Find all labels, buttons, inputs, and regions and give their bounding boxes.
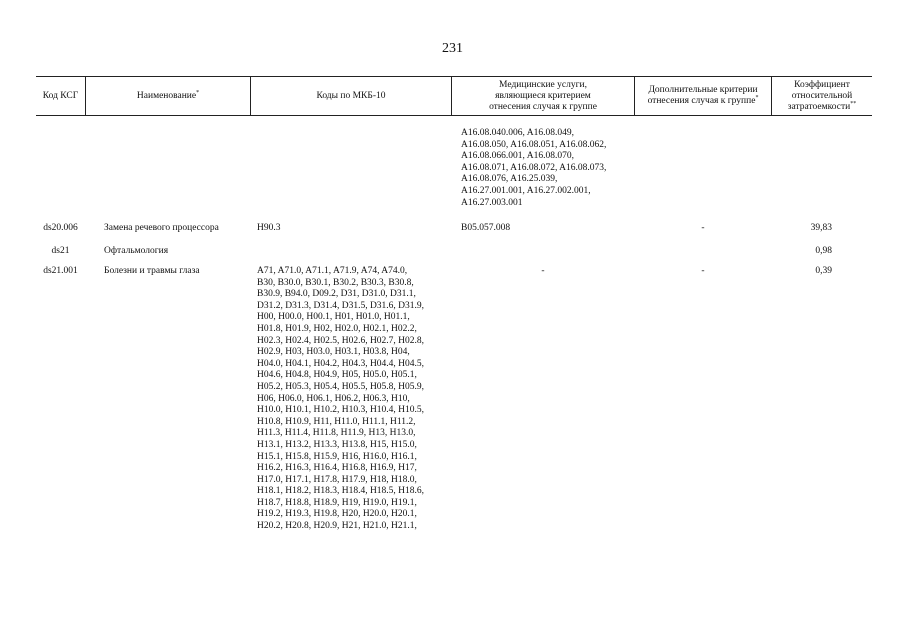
row-coefficient: 0,39 bbox=[815, 266, 832, 276]
table-header-bottom-rule bbox=[36, 115, 872, 116]
row-criteria: - bbox=[701, 266, 705, 276]
header-name: Наименование* bbox=[136, 89, 200, 101]
row-code: ds21 bbox=[51, 246, 70, 256]
row-mkb: H90.3 bbox=[257, 223, 281, 233]
header-criteria: Дополнительные критерии отнесения случая к группе* bbox=[647, 85, 759, 106]
footnote-mark: * bbox=[755, 94, 759, 101]
page-number: 231 bbox=[442, 41, 463, 56]
row-name: Замена речевого процессора bbox=[104, 223, 219, 233]
header-mkb: Коды по МКБ-10 bbox=[316, 90, 386, 101]
row-name: Офтальмология bbox=[104, 246, 169, 256]
continuation-services: A16.08.040.006, A16.08.049, A16.08.050, A16.08.051, A16.08.062, A16.08.066.001, A16.08.070, A16.08.071, A16.08.072, A16.08.073, A16.08.076, A16.25.039, A16.27.001.001, A16.27.002.001, A16.27.003.001 bbox=[461, 128, 607, 208]
header-coefficient: Коэффициент относительной затратоемкости** bbox=[787, 79, 857, 112]
header-services: Медицинские услуги, являющиеся критерием отнесения случая к группе bbox=[489, 79, 597, 112]
row-code: ds21.001 bbox=[43, 266, 78, 276]
row-services: B05.057.008 bbox=[461, 223, 511, 233]
footnote-mark: * bbox=[196, 89, 200, 96]
row-mkb: A71, A71.0, A71.1, A71.9, A74, A74.0, B30, B30.0, B30.1, B30.2, B30.3, B30.8, B30.9, B94.0, D09.2, D31, D31.0, D31.1, D31.2, D31.3, D31.4, D31.5, D31.6, D31.9, H00, H00.0, H00.1, H01, H01.0, H01.1, H01.8, H01.9, H02, H02.0, H02.1, H02.2, H02.3, H02.4, H02.5, H02.6, H02.7, H02.8, H02.9, H03, H03.0, H03.1, H03.8, H04, H04.0, H04.1, H04.2, H04.3, H04.4, H04.5, H04.6, H04.8, H04.9, H05, H05.0, H05.1, H05.2, H05.3, H05.4, H05.5, H05.8, H05.9, H06, H06.0, H06.1, H06.2, H06.3, H10, H10.0, H10.1, H10.2, H10.3, H10.4, H10.5, H10.8, H10.9, H11, H11.0, H11.1, H11.2, H11.3, H11.4, H11.8, H11.9, H13, H13.0, H13.1, H13.2, H13.3, H13.8, H15, H15.0, H15.1, H15.8, H15.9, H16, H16.0, H16.1, H16.2, H16.3, H16.4, H16.8, H16.9, H17, H17.0, H17.1, H17.8, H17.9, H18, H18.0, H18.1, H18.2, H18.3, H18.4, H18.5, H18.6, H18.7, H18.8, H18.9, H19, H19.0, H19.1, H19.2, H19.3, H19.8, H20, H20.0, H20.1, H20.2, H20.8, H20.9, H21, H21.0, H21.1, bbox=[257, 266, 425, 532]
row-code: ds20.006 bbox=[43, 223, 78, 233]
row-criteria: - bbox=[701, 223, 705, 233]
row-services: - bbox=[541, 266, 545, 276]
row-coefficient: 39,83 bbox=[810, 223, 832, 233]
header-code: Код КСГ bbox=[42, 90, 79, 101]
row-coefficient: 0,98 bbox=[815, 246, 832, 256]
row-name: Болезни и травмы глаза bbox=[104, 266, 200, 276]
footnote-mark: ** bbox=[850, 100, 857, 107]
